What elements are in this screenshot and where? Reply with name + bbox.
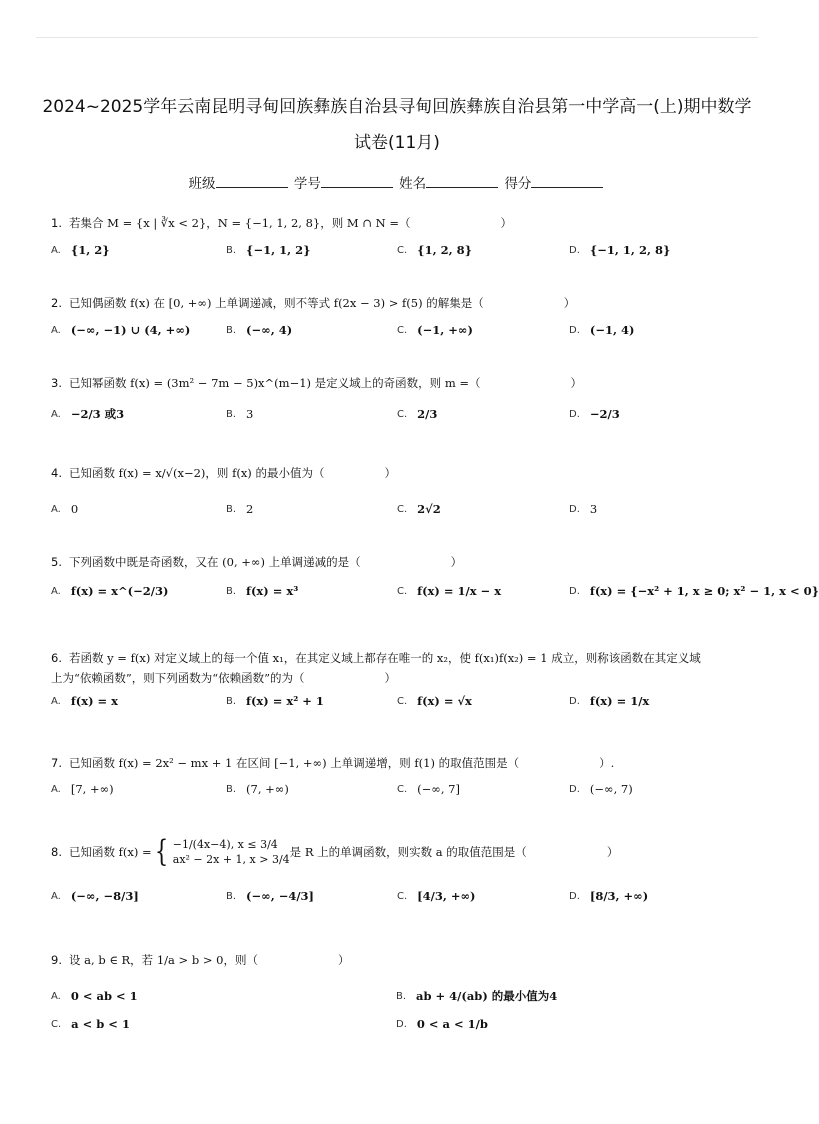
- options-6: [51, 685, 751, 717]
- option-d[interactable]: D. (−1, 4): [569, 323, 635, 337]
- option-b[interactable]: B. (7, +∞): [226, 782, 289, 796]
- option-a[interactable]: A. 0: [51, 502, 79, 516]
- option-c[interactable]: C. f(x) = 1/x − x: [397, 584, 502, 598]
- options-9-row2: [51, 1008, 751, 1040]
- option-a[interactable]: A. {1, 2}: [51, 243, 110, 257]
- exam-title-line2: 试卷(11月): [354, 133, 440, 153]
- name-label: 姓名: [399, 176, 427, 192]
- top-divider: [36, 37, 758, 38]
- piecewise-function: { −1/(4x−4), x ≤ 3/4 ax² − 2x + 1, x > 3/4: [154, 834, 290, 869]
- question-3: 3. 已知幂函数 f(x) = (3m² − 7m − 5)x^(m−1) 是定义域上的奇函数，则 m =（ ）: [51, 376, 583, 390]
- question-1: 1. 若集合 M = {x | ∛x < 2}，N = {−1, 1, 2, 8}，则 M ∩ N =（ ）: [51, 216, 512, 230]
- option-a[interactable]: A. 0 < ab < 1: [51, 989, 138, 1003]
- option-c[interactable]: C. (−∞, 7]: [397, 782, 460, 796]
- score-blank[interactable]: [531, 175, 603, 188]
- option-d[interactable]: D. f(x) = 1/x: [569, 694, 650, 708]
- question-9: 9. 设 a, b ∈ R，若 1/a > b > 0，则（ ）: [51, 953, 350, 967]
- options-7: [51, 773, 751, 805]
- option-a[interactable]: A. −2/3 或3: [51, 407, 125, 421]
- question-stem: 已知幂函数 f(x) = (3m² − 7m − 5)x^(m−1) 是定义域上的奇函数，则 m =（: [69, 376, 481, 390]
- options-8: [51, 880, 751, 912]
- option-b[interactable]: B. 2: [226, 502, 254, 516]
- option-b[interactable]: B. f(x) = x³: [226, 584, 299, 598]
- options-5: [51, 575, 819, 607]
- question-stem: 已知函数 f(x) = x/√(x−2)，则 f(x) 的最小值为（: [69, 466, 325, 480]
- option-a[interactable]: A. [7, +∞): [51, 782, 114, 796]
- option-c[interactable]: C. 2√2: [397, 502, 441, 516]
- class-label: 班级: [188, 176, 216, 192]
- question-stem: 已知函数 f(x) = 2x² − mx + 1 在区间 [−1, +∞) 上单调递增，则 f(1) 的取值范围是（: [69, 756, 520, 770]
- options-2: [51, 314, 751, 346]
- option-b[interactable]: B. (−∞, 4): [226, 323, 293, 337]
- option-a[interactable]: A. (−∞, −8/3]: [51, 889, 139, 903]
- option-d[interactable]: D. 0 < a < 1/b: [396, 1017, 488, 1031]
- student-info-row: [0, 172, 794, 192]
- exam-title-line1: 2024~2025学年云南昆明寻甸回族彝族自治县寻甸回族彝族自治县第一中学高一(上)期中数学: [42, 97, 752, 117]
- option-b[interactable]: B. f(x) = x² + 1: [226, 694, 324, 708]
- question-stem: 已知偶函数 f(x) 在 [0, +∞) 上单调递减，则不等式 f(2x − 3) > f(5) 的解集是（: [69, 296, 484, 310]
- options-1: [51, 234, 751, 266]
- option-c[interactable]: C. a < b < 1: [51, 1017, 130, 1031]
- option-c[interactable]: C. {1, 2, 8}: [397, 243, 472, 257]
- option-a[interactable]: A. (−∞, −1) ∪ (4, +∞): [51, 323, 191, 337]
- option-d[interactable]: D. −2/3: [569, 407, 620, 421]
- option-b[interactable]: B. {−1, 1, 2}: [226, 243, 311, 257]
- class-blank[interactable]: [216, 175, 288, 188]
- option-c[interactable]: C. 2/3: [397, 407, 438, 421]
- options-4: [51, 493, 751, 525]
- option-b[interactable]: B. ab + 4/(ab) 的最小值为4: [396, 989, 558, 1003]
- name-blank[interactable]: [426, 175, 498, 188]
- student-id-label: 学号: [293, 176, 321, 192]
- option-d[interactable]: D. f(x) = {−x² + 1, x ≥ 0; x² − 1, x < 0}: [569, 584, 819, 598]
- question-stem: 若函数 y = f(x) 对定义域上的每一个值 x₁，在其定义域上都存在唯一的 x₂，使 f(x₁)f(x₂) = 1 成立，则称该函数在其定义域: [69, 651, 701, 665]
- option-b[interactable]: B. 3: [226, 407, 254, 421]
- option-c[interactable]: C. (−1, +∞): [397, 323, 473, 337]
- option-c[interactable]: C. f(x) = √x: [397, 694, 472, 708]
- question-5: 5. 下列函数中既是奇函数，又在 (0, +∞) 上单调递减的是（ ）: [51, 555, 463, 569]
- question-6: 6. 若函数 y = f(x) 对定义域上的每一个值 x₁，在其定义域上都存在唯一的 x₂，使 f(x₁)f(x₂) = 1 成立，则称该函数在其定义域 上为“依赖函数”，则下列函数为“依赖函数”的为（ ）: [51, 651, 701, 685]
- question-stem: 若集合 M = {x | ∛x < 2}，N = {−1, 1, 2, 8}，则 M ∩ N =（: [69, 216, 411, 230]
- student-id-blank[interactable]: [321, 175, 393, 188]
- question-8: 8. 已知函数 f(x) = { −1/(4x−4), x ≤ 3/4 ax² − 2x + 1, x > 3/4 是 R 上的单调函数，则实数 a 的取值范围是（ ）: [51, 834, 619, 869]
- question-4: 4. 已知函数 f(x) = x/√(x−2)，则 f(x) 的最小值为（ ）: [51, 466, 396, 480]
- option-d[interactable]: D. [8/3, +∞): [569, 889, 649, 903]
- options-3: [51, 398, 751, 430]
- question-2: 2. 已知偶函数 f(x) 在 [0, +∞) 上单调递减，则不等式 f(2x − 3) > f(5) 的解集是（ ）: [51, 296, 576, 310]
- option-a[interactable]: A. f(x) = x: [51, 694, 119, 708]
- question-stem: 已知函数 f(x) =: [69, 845, 152, 859]
- score-label: 得分: [504, 176, 532, 192]
- question-stem: 下列函数中既是奇函数，又在 (0, +∞) 上单调递减的是（: [69, 555, 361, 569]
- option-a[interactable]: A. f(x) = x^(−2/3): [51, 584, 169, 598]
- option-d[interactable]: D. (−∞, 7): [569, 782, 633, 796]
- question-stem-line2: 上为“依赖函数”，则下列函数为“依赖函数”的为（: [51, 671, 305, 685]
- option-b[interactable]: B. (−∞, −4/3]: [226, 889, 314, 903]
- option-c[interactable]: C. [4/3, +∞): [397, 889, 476, 903]
- question-7: 7. 已知函数 f(x) = 2x² − mx + 1 在区间 [−1, +∞) 上单调递增，则 f(1) 的取值范围是（ ）.: [51, 756, 615, 770]
- question-stem: 设 a, b ∈ R，若 1/a > b > 0，则（: [69, 953, 258, 967]
- option-d[interactable]: D. 3: [569, 502, 598, 516]
- option-d[interactable]: D. {−1, 1, 2, 8}: [569, 243, 671, 257]
